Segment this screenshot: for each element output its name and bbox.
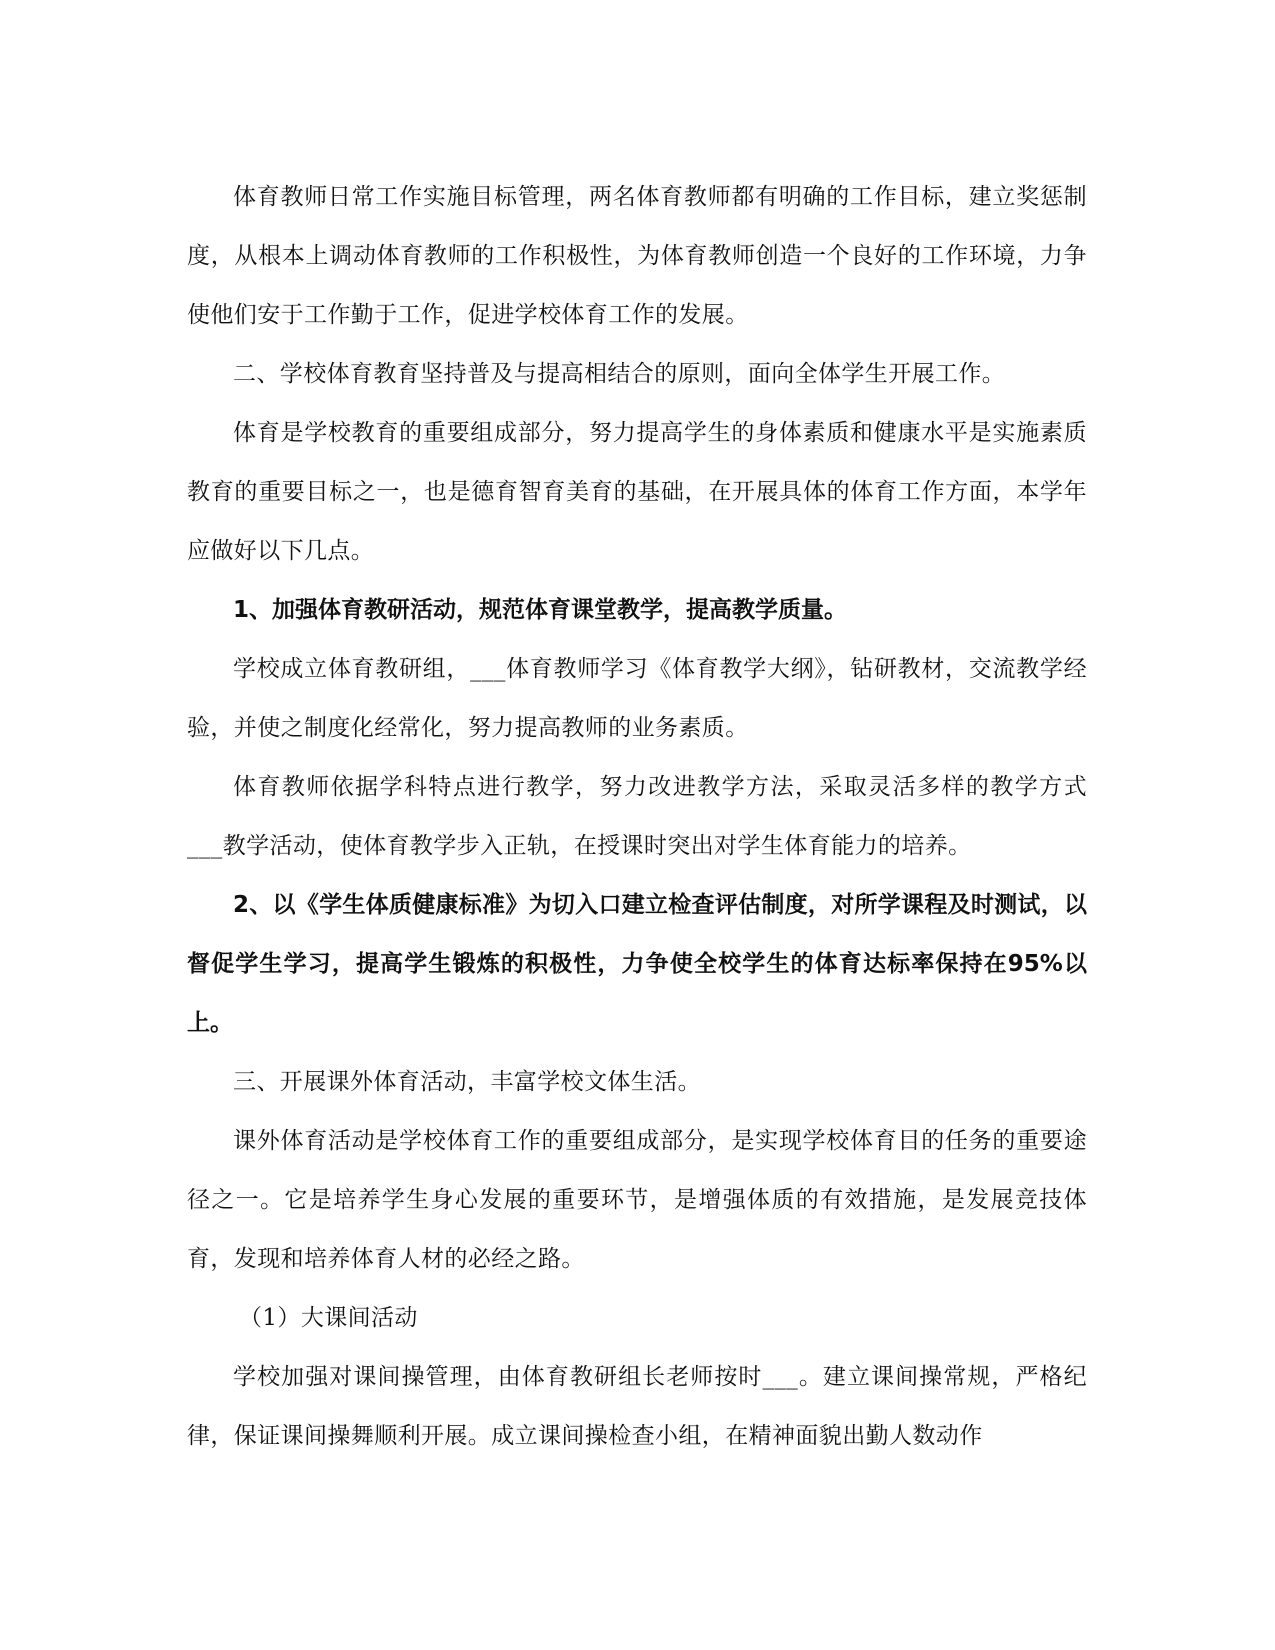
paragraph-teaching-research-group: 学校成立体育教研组，___体育教师学习《体育教学大纲》，钻研教材，交流教学经验，并使之制度化经常化，努力提高教师的业务素质。 [187, 656, 1087, 741]
subheading-break-activity: （1）大课间活动 [239, 1305, 418, 1331]
paragraph-teacher-management: 体育教师日常工作实施目标管理，两名体育教师都有明确的工作目标，建立奖惩制度，从根本上调动体育教师的工作积极性，为体育教师创造一个良好的工作环境，力争使他们安于工作勤于工作，促进学校体育工作的发展。 [187, 184, 1087, 328]
heading-section-three: 三、开展课外体育活动，丰富学校文体生活。 [233, 1069, 701, 1095]
paragraph-extracurricular: 课外体育活动是学校体育工作的重要组成部分，是实现学校体育目的任务的重要途径之一。它是培养学生身心发展的重要环节，是增强体质的有效措施，是发展竞技体育，发现和培养体育人材的必经之路。 [187, 1128, 1087, 1272]
paragraph-exercise-management: 学校加强对课间操管理，由体育教研组长老师按时___。建立课间操常规，严格纪律，保证课间操舞顺利开展。成立课间操检查小组，在精神面貌出勤人数动作 [187, 1364, 1087, 1449]
heading-item-1: 1、加强体育教研活动，规范体育课堂教学，提高教学质量。 [233, 597, 848, 623]
paragraph-teaching-methods: 体育教师依据学科特点进行教学，努力改进教学方法，采取灵活多样的教学方式___教学活动，使体育教学步入正轨，在授课时突出对学生体育能力的培养。 [187, 774, 1087, 859]
document-body [187, 168, 1087, 1466]
paragraph-pe-importance: 体育是学校教育的重要组成部分，努力提高学生的身体素质和健康水平是实施素质教育的重要目标之一，也是德育智育美育的基础，在开展具体的体育工作方面，本学年应做好以下几点。 [187, 420, 1087, 564]
heading-section-two: 二、学校体育教育坚持普及与提高相结合的原则，面向全体学生开展工作。 [233, 361, 1006, 387]
heading-item-2: 2、以《学生体质健康标准》为切入口建立检查评估制度，对所学课程及时测试，以督促学生学习，提高学生锻炼的积极性，力争使全校学生的体育达标率保持在95%以上。 [187, 892, 1087, 1036]
